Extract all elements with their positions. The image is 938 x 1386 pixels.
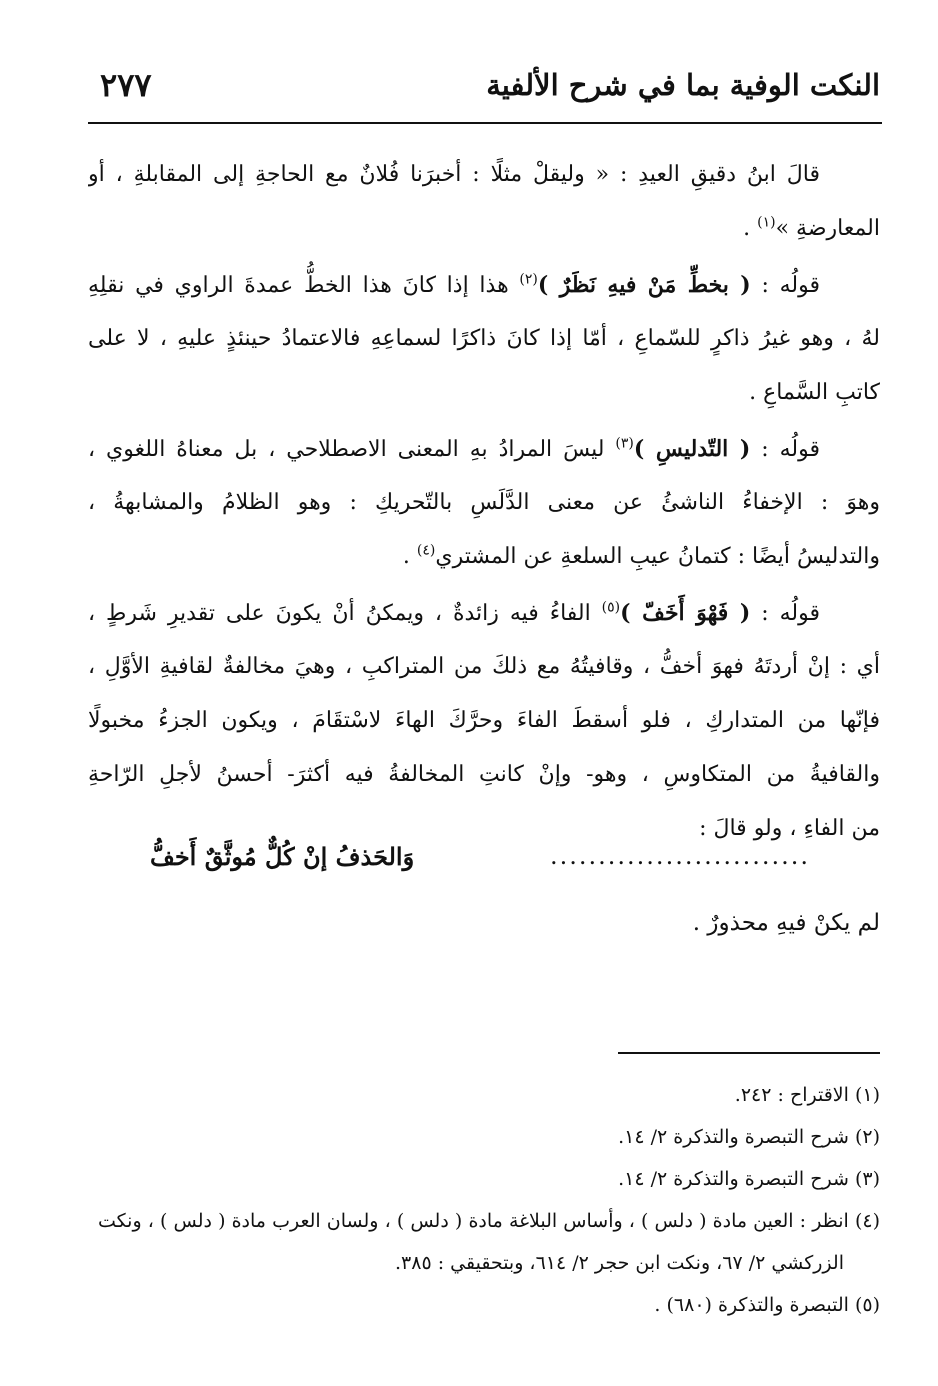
page-number: ٢٧٧ — [100, 66, 152, 104]
footnote-3: (٣) شرح التبصرة والتذكرة ٢/ ١٤. — [618, 1168, 880, 1190]
header-rule — [88, 122, 882, 124]
main-text — [88, 148, 880, 856]
paragraph-4-line-4: والقافيةُ من المتكاوسِ ، وهو- وإنْ كانتِ المخالفةُ فيه أكثرَ- أحسنُ لأجلِ الرّاحةِ — [88, 762, 880, 787]
paragraph-4-line-1: قولُه : ( فَهْوَ أَخَفّ )$^{(٥)}$ الفاءُ فيه زائدةٌ ، ويمكنُ أنْ يكونَ على تقديرِ شَرطٍ ، — [88, 599, 821, 626]
footnote-ref-2: (٢) — [519, 271, 538, 288]
footnote-2: (٢) شرح التبصرة والتذكرة ٢/ ١٤. — [618, 1126, 880, 1148]
paragraph-3-line-2: وهوَ : الإخفاءُ الناشئُ عن معنى الدَّلَسِ بالتّحريكِ : وهو الظلامُ والمشابهةُ ، — [88, 490, 880, 515]
paragraph-2-line-1: قولُه : ( بخطِّ مَنْ فيهِ نَظَرٌ )$^{(٢)}$ هذا إذا كانَ هذا الخطُّ عمدةَ الراوي في نقلِهِ — [88, 271, 820, 298]
quoted-term: ( التّدليسِ ) — [633, 436, 751, 462]
footnote-4-line-1: (٤) انظر : العين مادة ( دلس ) ، وأساس البلاغة مادة ( دلس ) ، ولسان العرب مادة ( دلس ) ، ونكت — [98, 1210, 880, 1232]
verse-hemistich: وَالحَذفُ إنْ كُلٌّ مُوثَّقٌ أَخفُّ — [150, 842, 415, 871]
paragraph-4-line-3: فإنّها من المتداركِ ، فلو أسقطَ الفاءَ وحرَّكَ الهاءَ لاسْتقَامَ ، ويكون الجزءُ مخبولًا — [88, 708, 880, 733]
paragraph-4-line-5: من الفاءِ ، ولو قالَ : — [699, 816, 880, 841]
after-verse-text: لم يكنْ فيهِ محذورٌ . — [692, 910, 880, 936]
footnote-ref-1: (١) — [757, 214, 776, 231]
footnote-ref-5: (٥) — [601, 599, 621, 616]
verse-omission-dots: ........................... — [550, 842, 810, 870]
paragraph-1-line-2: المعارضةِ »$^{(١)}$ . — [743, 214, 880, 241]
paragraph-3-line-1: قولُه : ( التّدليسِ )$^{(٣)}$ ليسَ المرادُ بهِ المعنى الاصطلاحي ، بل معناهُ اللغوي ، — [88, 435, 821, 462]
verse-line — [150, 834, 810, 884]
page-header — [100, 66, 880, 110]
paragraph-3-line-3: والتدليسُ أيضًا : كتمانُ عيبِ السلعةِ عن المشتري$^{(٤)}$ . — [402, 542, 880, 569]
footnote-1: (١) الاقتراح : ٢٤٢. — [734, 1084, 880, 1106]
footnote-4-line-2: الزركشي ٢/ ٦٧، ونكت ابن حجر ٢/ ٦١٤، وبتحقيقي : ٣٨٥. — [394, 1252, 844, 1274]
paragraph-1-line-1: قالَ ابنُ دقيقِ العيدِ : « وليقلْ مثلًا : أخبرَنا فُلانٌ مع الحاجةِ إلى المقابلةِ ، أو — [88, 162, 820, 187]
quoted-term: ( فَهْوَ أَخَفّ ) — [620, 600, 751, 626]
footnotes — [98, 1074, 880, 1326]
footnote-ref-3: (٣) — [615, 435, 634, 452]
footnote-5: (٥) التبصرة والتذكرة (٦٨٠) . — [654, 1294, 880, 1316]
paragraph-4-line-2: أي : إنْ أردتَهُ فهوَ أخفُّ ، وقافيتُهُ مع ذلكَ من المتراكبِ ، وهيَ مخالفةٌ لقافيةِ الأوَّلِ ، — [88, 654, 880, 679]
paragraph-2-line-2: لهُ ، وهو غيرُ ذاكرٍ للسّماعِ ، أمّا إذا كانَ ذاكرًا لسماعِهِ فالاعتمادُ حينئذٍ عليهِ ، لا على — [88, 326, 880, 351]
quoted-term: ( بخطِّ مَنْ فيهِ نَظَرٌ ) — [537, 272, 751, 298]
running-title: النكت الوفية بما في شرح الألفية — [486, 68, 880, 102]
footnote-ref-4: (٤) — [416, 542, 436, 559]
footnote-separator — [618, 1052, 880, 1054]
paragraph-2-line-3: كاتبِ السَّماعِ . — [749, 380, 880, 405]
